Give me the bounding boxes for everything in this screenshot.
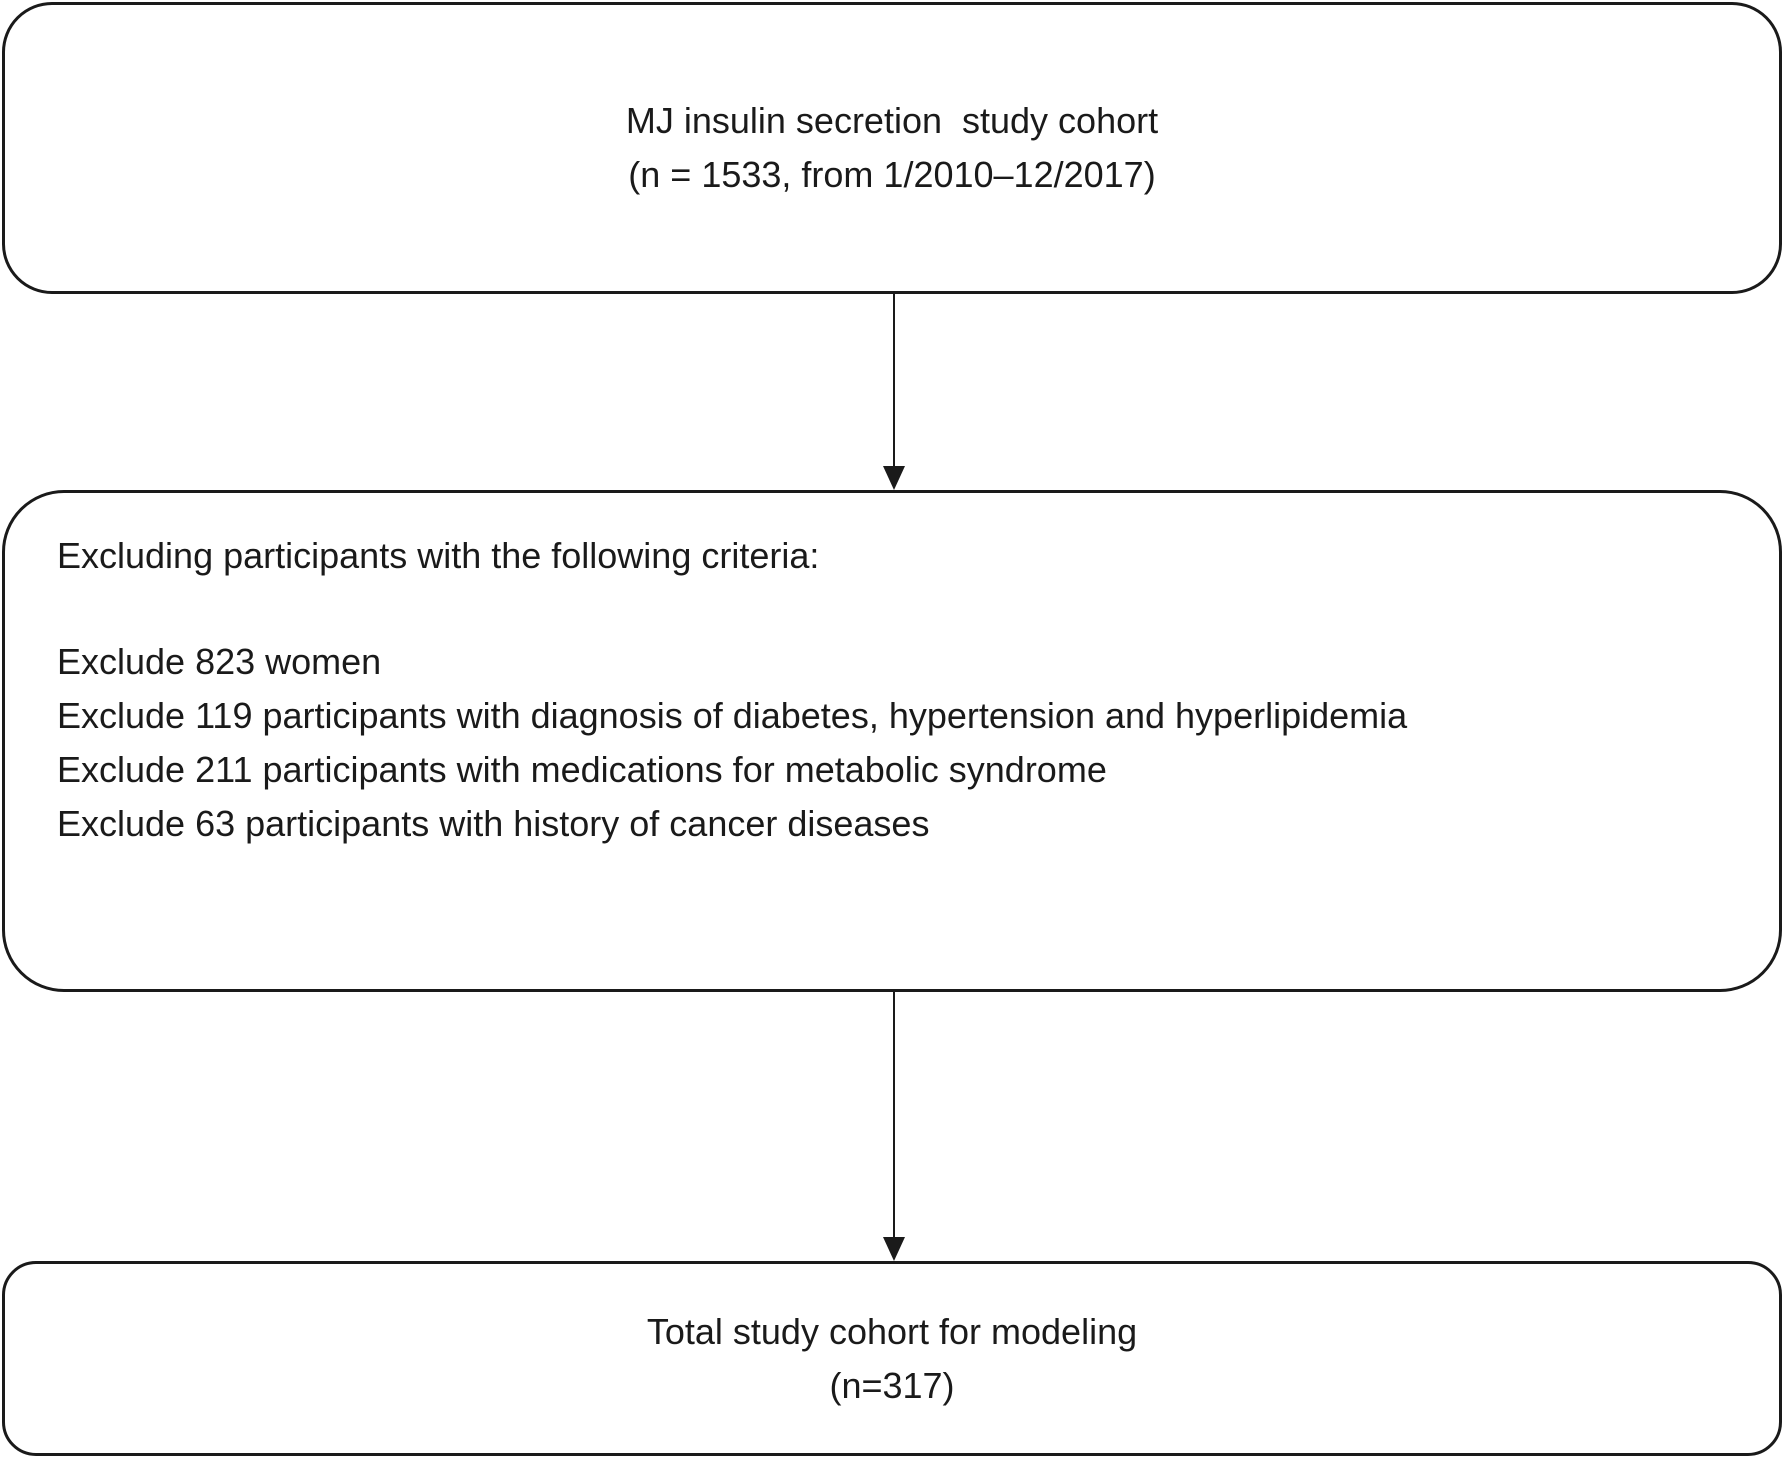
arrow-exclusion-to-final [883, 992, 905, 1261]
arrow-cohort-to-exclusion [883, 294, 905, 490]
exclusion-item-diagnosis: Exclude 119 participants with diagnosis of diabetes, hypertension and hyperlipidemia [57, 695, 1408, 736]
cohort-title: MJ insulin secretion study cohort [625, 100, 1159, 141]
exclusion-content [57, 529, 1407, 851]
exclusion-item-medications: Exclude 211 participants with medications for metabolic syndrome [57, 749, 1107, 790]
cohort-box [2, 2, 1782, 294]
final-count: (n=317) [829, 1364, 955, 1406]
final-title: Total study cohort for modeling [646, 1310, 1138, 1352]
exclusion-heading: Excluding participants with the following criteria: [57, 535, 820, 576]
exclusion-box [2, 490, 1782, 992]
exclusion-item-cancer: Exclude 63 participants with history of cancer diseases [57, 803, 930, 844]
cohort-count: (n = 1533, from 1/2010–12/2017) [628, 154, 1156, 195]
final-cohort-box [2, 1261, 1782, 1456]
exclusion-item-women: Exclude 823 women [57, 641, 382, 682]
